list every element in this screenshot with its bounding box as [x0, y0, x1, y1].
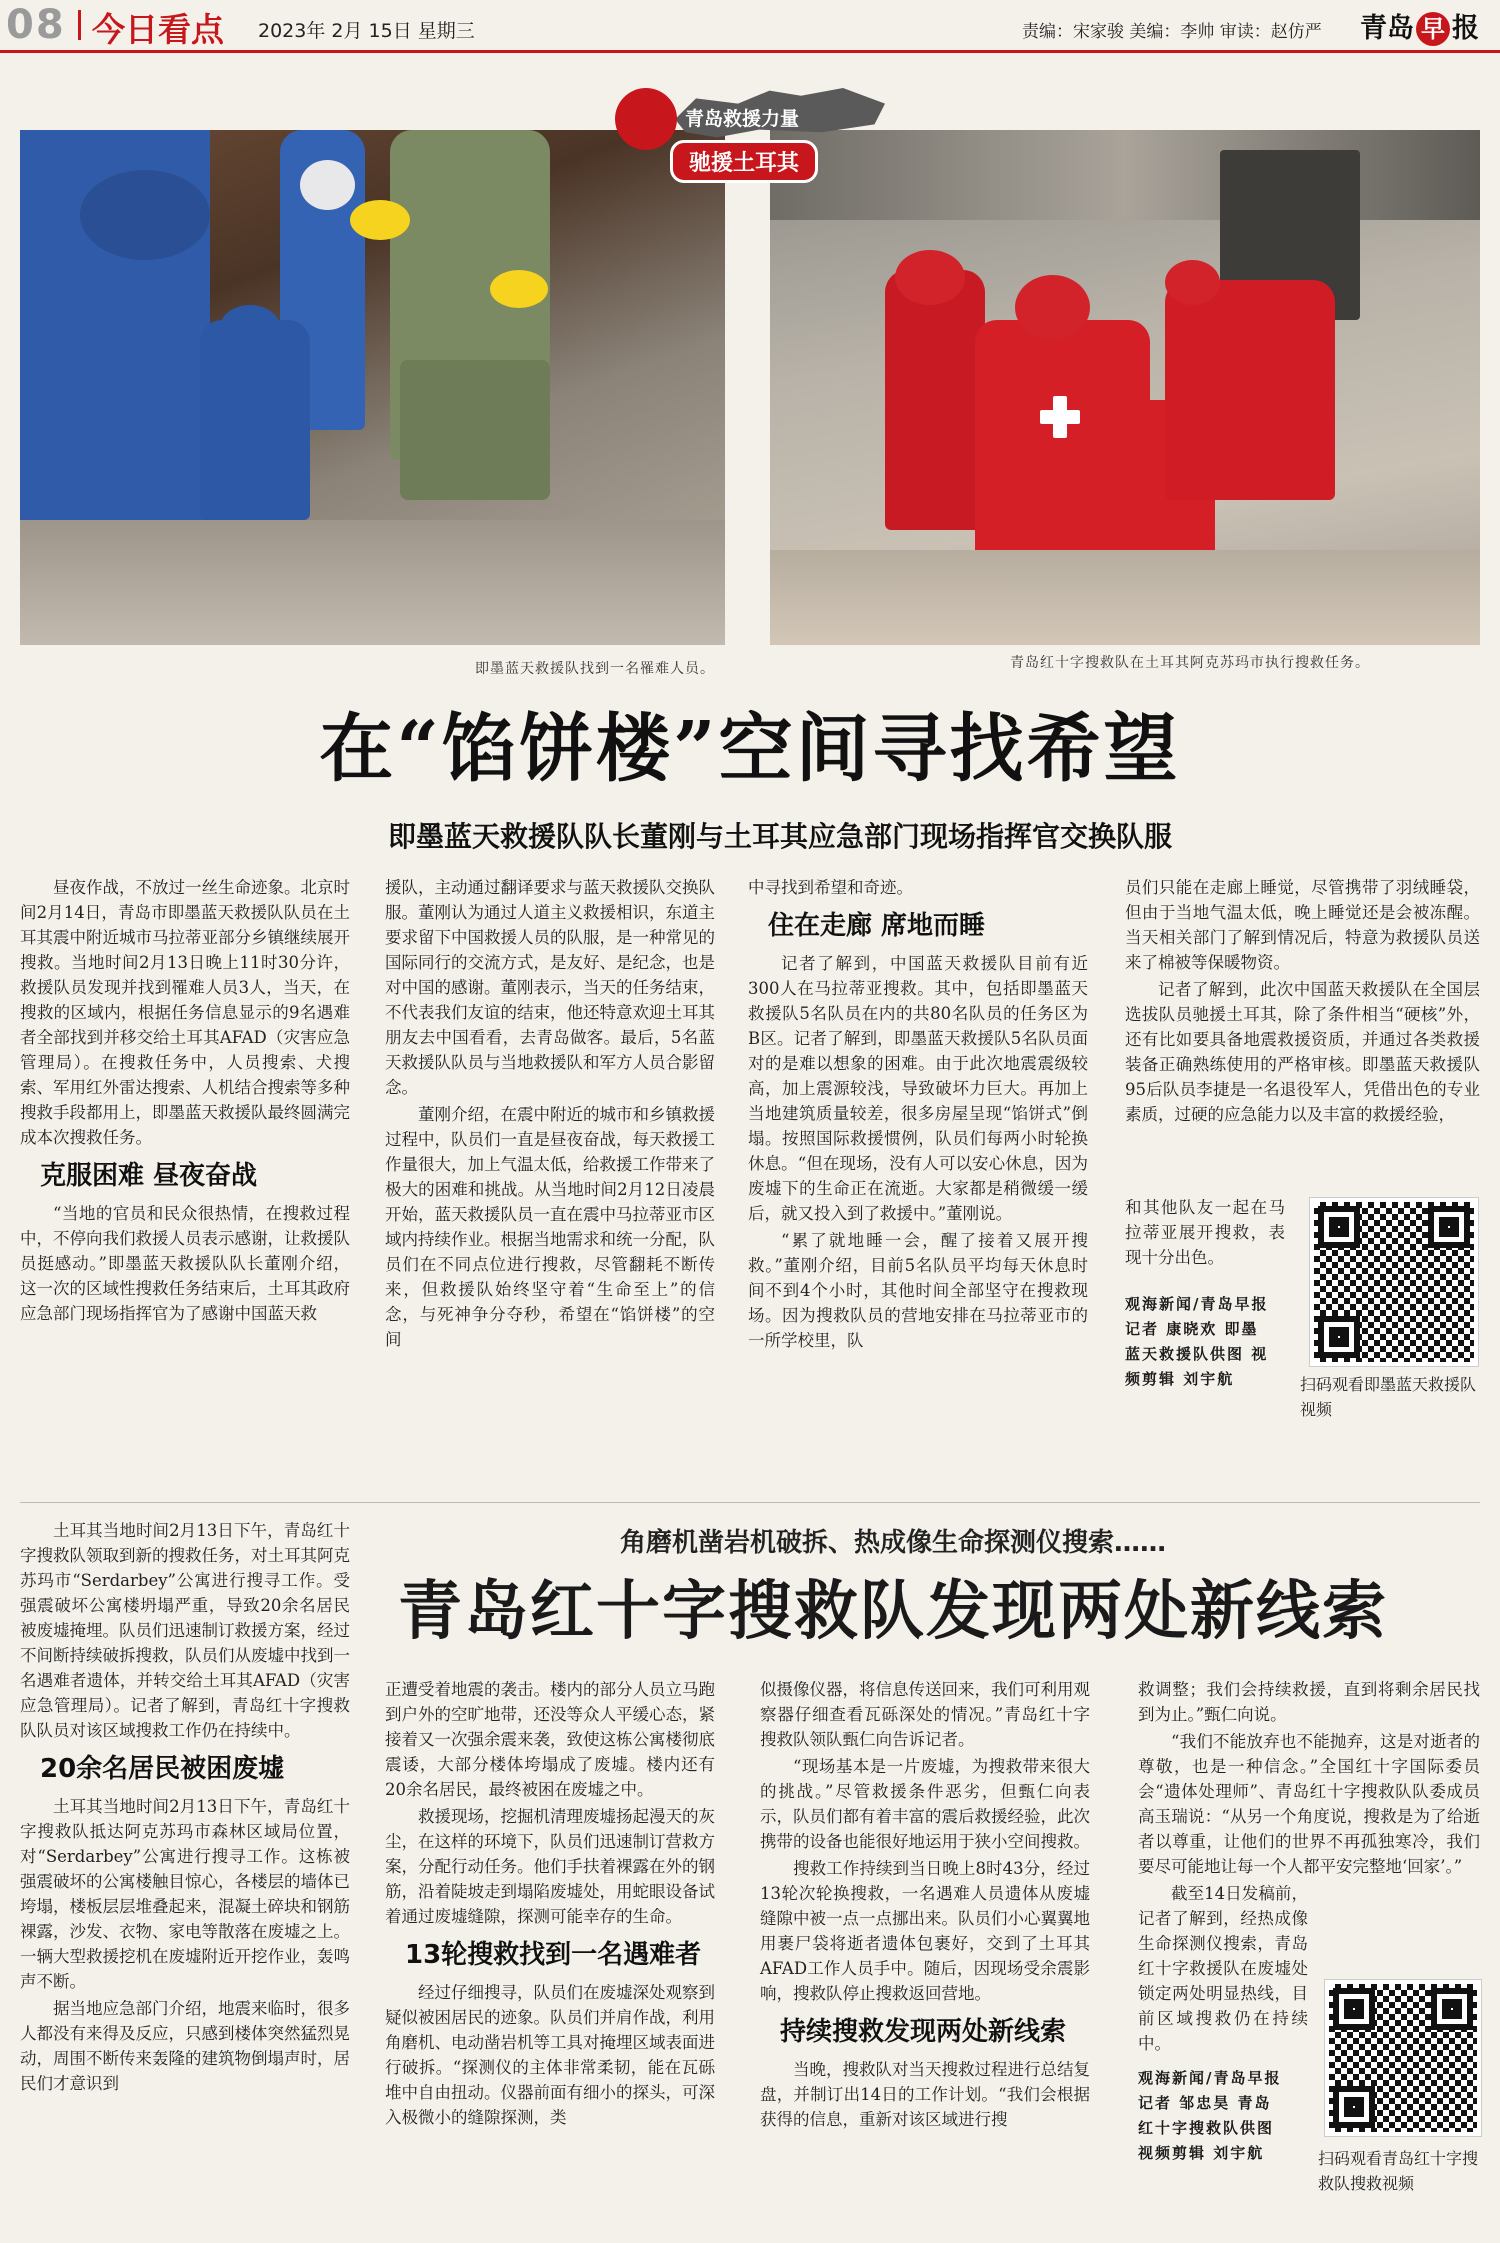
paragraph: “累了就地睡一会，醒了接着又展开搜救。”董刚介绍，目前5名队员平均每天休息时间不到4个小时，其他时间全部坚守在搜救现场。因为搜救队员的营地安排在马拉蒂亚市的一所学校里，队	[748, 1231, 1088, 1350]
article2-headline: 青岛红十字搜救队发现两处新线索	[398, 1575, 1388, 1649]
article2-byline: 观海新闻/青岛早报记者 邹忠昊 青岛红十字搜救队供图 视频剪辑 刘宇航	[1138, 2069, 1282, 2162]
photo-left-caption: 即墨蓝天救援队找到一名罹难人员。	[475, 661, 715, 677]
qr-finder-icon	[1318, 1316, 1360, 1358]
article1-column-4	[1125, 875, 1480, 1235]
article1-column-1	[20, 875, 350, 1465]
editor-credits: 责编：宋家骏 美编：李帅 审读：赵仿严	[1022, 22, 1322, 42]
article2-column-1	[20, 1518, 350, 2238]
section-title: 今日看点	[92, 10, 224, 49]
paragraph: 经过仔细搜寻，队员们在废墟深处观察到疑似被困居民的迹象。队员们并肩作战，利用角磨机、电动凿岩机等工具对掩埋区域表面进行破拆。“探测仪的主体非常柔韧，能在瓦砾堆中自由扭动。仪器前面有细小的探头，可深入极微小的缝隙探测，类	[385, 1983, 715, 2127]
paragraph: 救调整；我们会持续救援，直到将剩余居民找到为止。”甄仁向说。	[1138, 1680, 1480, 1724]
article2-subhead-2: 13轮搜救找到一名遇难者	[405, 1940, 702, 1970]
issue-date: 2023年 2月 15日 星期三	[258, 20, 475, 42]
article1-column-3	[748, 875, 1088, 1465]
paragraph: 正遭受着地震的袭击。楼内的部分人员立马跑到户外的空旷地带，还没等众人平缓心态，紧接着又一次强余震来袭，致使这栋公寓楼彻底震诿，大部分楼体垮塌成了废墟。楼内还有20余名居民，最终被困在废墟之中。	[385, 1680, 715, 1799]
paper-logo	[1360, 6, 1479, 46]
paragraph: 截至14日发稿前，记者了解到，经热成像生命探测仪搜索，青岛红十字救援队在废墟处锁定两处明显热线，目前区域搜救仍在持续中。	[1138, 1884, 1308, 2053]
paragraph: 记者了解到，此次中国蓝天救援队在全国层选拔队员驰援土耳其，除了条件相当“硬核”外，还有比如要具备地震救援资质，并通过各类救援装备正确熟练使用的严格审核。即墨蓝天救援队95后队员李捷是一名退役军人，凭借出色的专业素质，过硬的应急能力以及丰富的救援经验，	[1125, 980, 1480, 1124]
article1-column-2	[385, 875, 715, 1465]
article-divider	[20, 1502, 1480, 1503]
paragraph: 董刚介绍，在震中附近的城市和乡镇救援过程中，队员们一直是昼夜奋战，每天救援工作量很大，加上气温太低，给救援工作带来了极大的困难和挑战。从当地时间2月12日凌晨开始，蓝天救援队员一直在震中马拉蒂亚市区域内持续作业。根据当地需求和统一分配，队员们在不同点位进行搜救，尽管翻耗不断传来，但救援队始终坚守着“生命至上”的信念，与死神争分夺秒，希望在“馅饼楼”的空间	[385, 1105, 715, 1349]
qr-code-icon[interactable]	[1310, 1198, 1478, 1366]
badge-label: 驰援土耳其	[670, 140, 818, 183]
paragraph: 救援现场，挖掘机清理废墟扬起漫天的灰尘，在这样的环境下，队员们迅速制订营救方案，分配行动任务。他们手扶着裸露在外的钢筋，沿着陡坡走到塌陷废墟处，用蛇眼设备试着通过废墟缝隙，探测可能幸存的生命。	[385, 1807, 715, 1926]
page-number: 08	[6, 2, 66, 48]
paragraph: 援队，主动通过翻译要求与蓝天救援队交换队服。董刚认为通过人道主义救援相识，东道主要求留下中国救援人员的队服，是一种常见的国际同行的交流方式，是友好、是纪念，也是对中国的感谢。董刚表示，当天的任务结束，不代表我们友谊的结束，他还特意欢迎土耳其朋友去中国看看，去青岛做客。最后，5名蓝天救援队队员与当地救援队和军方人员合影留念。	[385, 878, 715, 1097]
photo-blue-sky-rescue	[20, 130, 725, 645]
paragraph: 昼夜作战，不放过一丝生命迹象。北京时间2月14日，青岛市即墨蓝天救援队队员在土耳其震中附近城市马拉蒂亚部分乡镇继续展开搜救。当地时间2月13日晚上11时30分许，救援队员发现并找到罹难人员3人，当天，在搜救的区域内，根据任务信息显示的9名遇难者全部找到并移交给土耳其AFAD（灾害应急管理局）。在搜救任务中，人员搜索、犬搜索、军用红外雷达搜索、人机结合搜索等多种搜救手段都用上，即墨蓝天救援队最终圆满完成本次搜救任务。	[20, 878, 350, 1147]
badge-title: 青岛救援力量	[685, 108, 800, 130]
paragraph: “现场基本是一片废墟，为搜救带来很大的挑战。”尽管救援条件恶劣，但甄仁向表示，队员们都有着丰富的震后救援经验，此次携带的设备也能很好地运用于狭小空间搜救。	[760, 1757, 1090, 1851]
photo-right-caption: 青岛红十字搜救队在土耳其阿克苏玛市执行搜救任务。	[1010, 655, 1370, 671]
article1-qr-caption: 扫码观看即墨蓝天救援队视频	[1300, 1375, 1477, 1419]
qr-finder-icon	[1428, 1206, 1470, 1248]
paragraph: 搜救工作持续到当日晚上8时43分，经过13轮次轮换搜救，一名遇难人员遗体从废墟缝隙中被一点一点挪出来。队员们小心翼翼地用裹尸袋将逝者遗体包裹好，交到了土耳其AFAD工作人员手中。随后，因现场受余震影响，搜救队停止搜救返回营地。	[760, 1859, 1090, 2003]
paper-logo-mark: 早	[1416, 12, 1450, 46]
article1-headline: 在“馅饼楼”空间寻找希望	[319, 706, 1181, 792]
paragraph: 土耳其当地时间2月13日下午，青岛红十字搜救队领取到新的搜救任务，对土耳其阿克苏玛市“Serdarbey”公寓进行搜寻工作。受强震破坏公寓楼坍塌严重，导致20余名居民被废墟掩埋。队员们迅速制订救援方案，经过不间断持续破拆搜救，队员们从废墟中找到一名遇难者遗体，并转交给土耳其AFAD（灾害应急管理局）。记者了解到，青岛红十字搜救队队员对该区域搜救工作仍在持续中。	[20, 1521, 350, 1740]
header-separator	[78, 10, 81, 40]
article1-byline: 观海新闻/青岛早报记者 康晓欢 即墨蓝天救援队供图 视频剪辑 刘宇航	[1125, 1295, 1269, 1388]
article2-column-2	[385, 1677, 715, 2237]
paragraph: 当晚，搜救队对当天搜救过程进行总结复盘，并制订出14日的工作计划。“我们会根据获得的信息，重新对该区域进行搜	[760, 2060, 1090, 2129]
paragraph: “当地的官员和民众很热情，在搜救过程中，不停向我们救援人员表示感谢，让救援队员挺感动。”即墨蓝天救援队队长董刚介绍，这一次的区域性搜救任务结束后，土耳其政府应急部门现场指挥官为了感谢中国蓝天救	[20, 1204, 350, 1323]
paper-logo-left: 青岛	[1360, 13, 1414, 44]
qr-finder-icon	[1333, 1988, 1375, 2030]
paragraph: 据当地应急部门介绍，地震来临时，很多人都没有来得及反应，只感到楼体突然猛烈晃动，周围不断传来轰隆的建筑物倒塌声时，居民们才意识到	[20, 1999, 350, 2093]
paper-logo-right: 报	[1452, 13, 1479, 44]
qr-finder-icon	[1333, 2086, 1375, 2128]
paragraph: 员们只能在走廊上睡觉，尽管携带了羽绒睡袋，但由于当地气温太低，晚上睡觉还是会被冻醒。当天相关部门了解到情况后，特意为救援队员送来了棉被等保暖物资。	[1125, 878, 1480, 972]
article2-qr-caption: 扫码观看青岛红十字搜救队搜救视频	[1318, 2149, 1479, 2193]
qingdao-emblem-icon	[615, 88, 677, 150]
paragraph: 土耳其当地时间2月13日下午，青岛红十字搜救队抵达阿克苏玛市森林区域局位置，对“Serdarbey”公寓进行搜寻工作。这栋被强震破坏的公寓楼触目惊心，各楼层的墙体已垮塌，楼板层层堆叠起来，混凝土碎块和钢筋裸露，沙发、衣物、家电等散落在废墟之上。一辆大型救援挖机在废墟附近开挖作业，轰鸣声不断。	[20, 1797, 350, 1991]
topic-badge	[615, 88, 885, 188]
qr-finder-icon	[1318, 1206, 1360, 1248]
paragraph: “我们不能放弃也不能抛弃，这是对逝者的尊敬，也是一种信念。”全国红十字国际委员会“遗体处理师”、青岛红十字搜救队队委成员高玉瑞说：“从另一个角度说，搜救是为了给逝者以尊重，让他们的世界不再孤独寒冷，我们要尽可能地让每一个人都平安完整地‘回家’。”	[1138, 1732, 1480, 1876]
article2-subhead-3: 持续搜救发现两处新线索	[780, 2017, 1067, 2047]
article1-subhead-1: 克服困难 昼夜奋战	[40, 1161, 258, 1191]
article2-column-4	[1138, 1677, 1480, 2053]
paragraph: 似摄像仪器，将信息传送回来，我们可利用观察器仔细查看瓦砾深处的情况。”青岛红十字搜救队领队甄仁向告诉记者。	[760, 1680, 1090, 1749]
article1-subhead-2: 住在走廊 席地而睡	[768, 911, 986, 941]
paragraph: 和其他队友一起在马拉蒂亚展开搜救，表现十分出色。	[1125, 1198, 1285, 1267]
paragraph: 记者了解到，中国蓝天救援队目前有近300人在马拉蒂亚搜救。其中，包括即墨蓝天救援队5名队员在内的共80名队员的任务区为B区。记者了解到，即墨蓝天救援队5名队员面对的是难以想象的困难。由于此次地震震级较高，加上震源较浅，导致破坏力巨大。再加上当地建筑质量较差，很多房屋呈现“馅饼式”倒塌。按照国际救援惯例，队员们每两小时轮换休息。“但在现场，没有人可以安心休息，因为废墟下的生命正在流逝。大家都是稍微缓一缓后，就又投入到了救援中。”董刚说。	[748, 954, 1088, 1223]
article1-subheadline: 即墨蓝天救援队队长董刚与土耳其应急部门现场指挥官交换队服	[387, 820, 1172, 853]
qr-finder-icon	[1431, 1988, 1473, 2030]
article2-kicker: 角磨机凿岩机破拆、热成像生命探测仪搜索……	[620, 1528, 1167, 1558]
qr-code-icon[interactable]	[1325, 1980, 1481, 2136]
article2-subhead-1: 20余名居民被困废墟	[40, 1754, 285, 1784]
article2-column-3	[760, 1677, 1090, 2237]
photo-red-cross-rescue	[770, 130, 1480, 645]
paragraph: 中寻找到希望和奇迹。	[748, 878, 913, 897]
